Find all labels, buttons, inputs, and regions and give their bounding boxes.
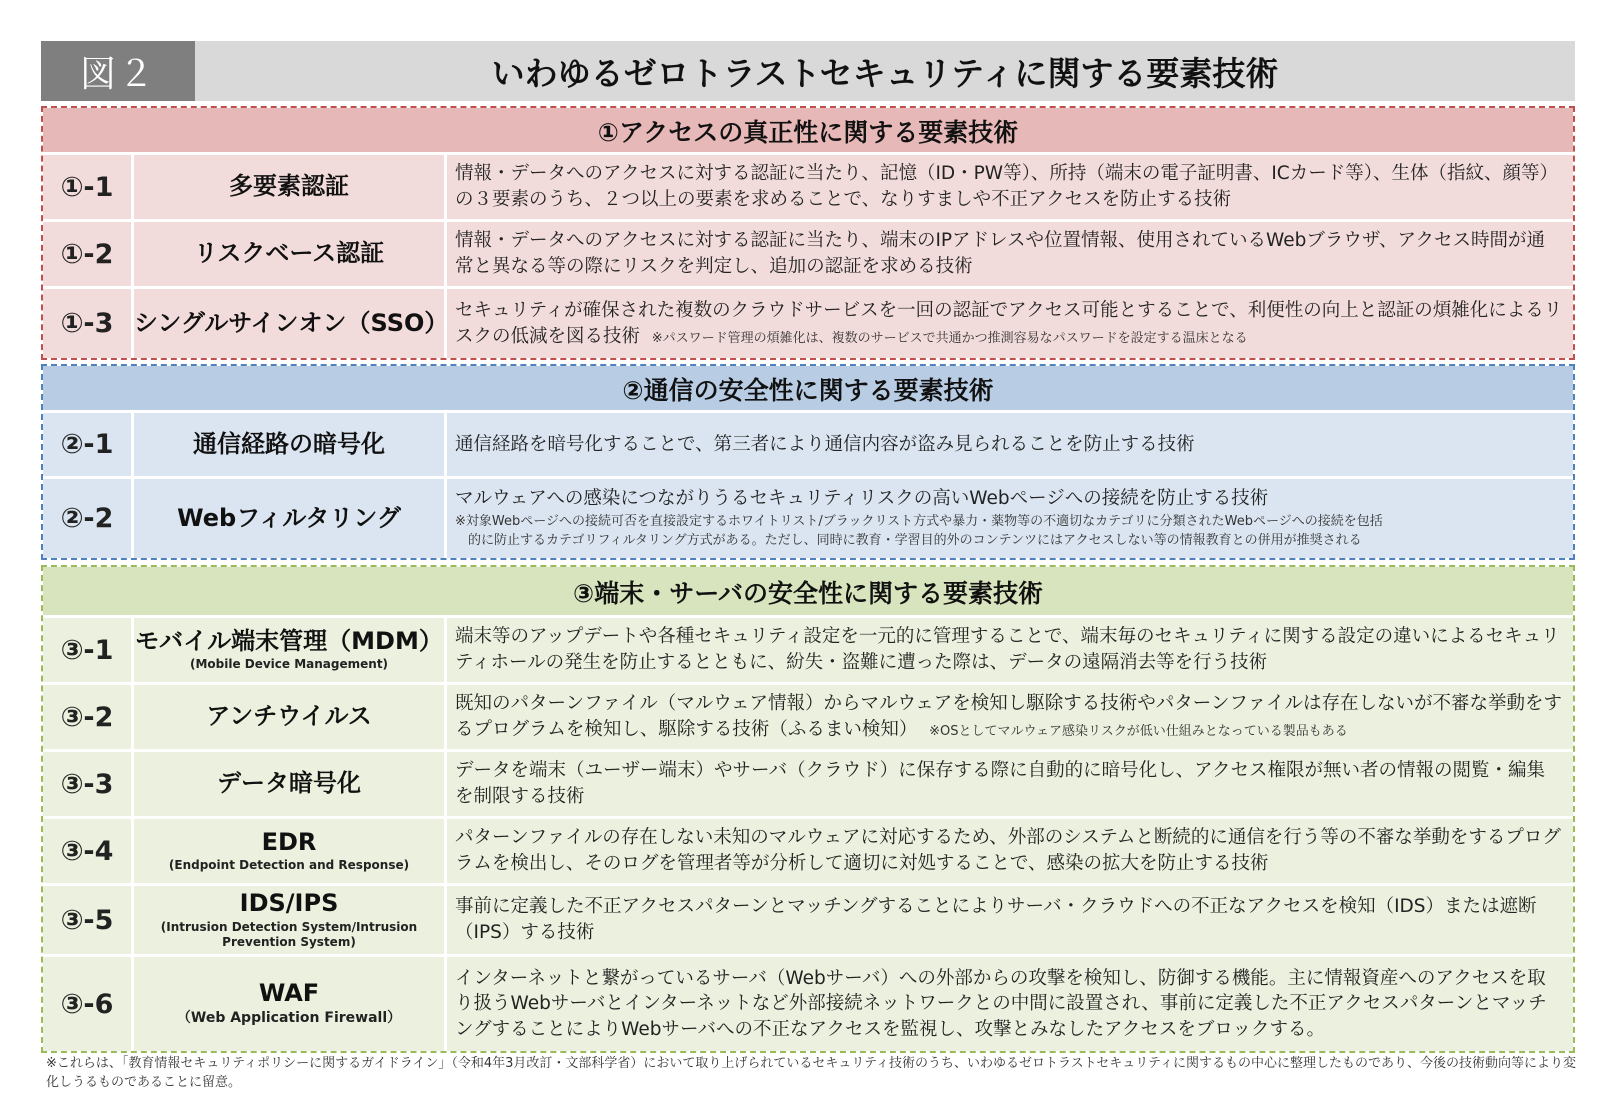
row-name-cell: [134, 289, 447, 358]
row-name: EDR: [261, 827, 317, 856]
figure-header: [41, 41, 1575, 101]
table-row: [43, 410, 1573, 476]
row-description-block: [455, 298, 1563, 349]
section-device-server-safety: [41, 565, 1575, 1053]
row-number: ③-2: [43, 685, 134, 749]
row-number: ①-2: [43, 222, 134, 286]
row-description-cell: [455, 289, 1563, 358]
row-description-cell: [455, 819, 1563, 883]
row-note: ※パスワード管理の煩雑化は、複数のサービスで共通かつ推測容易なパスワードを設定する温床となる: [651, 330, 1248, 346]
table-row: [43, 152, 1573, 219]
row-description: データを端末（ユーザー端末）やサーバ（クラウド）に保存する際に自動的に暗号化し、アクセス権限が無い者の情報の閲覧・編集を制限する技術: [455, 760, 1546, 807]
row-number: ②-1: [43, 413, 134, 476]
row-name: WAF: [258, 979, 320, 1008]
row-description: セキュリティが確保された複数のクラウドサービスを一回の認証でアクセス可能とすることで、利便性の向上と認証の煩雑化によるリスクの低減を図る技術: [455, 299, 1563, 347]
row-description-cell: [455, 413, 1563, 476]
footnote: ※これらは、「教育情報セキュリティポリシーに関するガイドライン」（令和4年3月改訂・文部科学省）において取り上げられているセキュリティ技術のうち、いわゆるゼロトラストセキュリティに関するもの中心に整理したものであり、今後の技術動向等により変化しうるものであることに留意。: [46, 1056, 1576, 1090]
row-description: パターンファイルの存在しない未知のマルウェアに対応するため、外部のシステムと断続的に通信を行う等の不審な挙動をするプログラムを検出し、そのログを管理者等が分析して適切に対処することで、感染の拡大を防止する技術: [455, 827, 1561, 874]
section-title: ①アクセスの真正性に関する要素技術: [43, 108, 1573, 154]
table-row: [43, 476, 1573, 558]
row-subname: （Web Application Firewall）: [176, 1010, 402, 1027]
row-name: IDS/IPS: [239, 889, 339, 918]
row-description-block: [455, 691, 1563, 742]
row-name-cell: [134, 819, 447, 883]
row-number: ③-1: [43, 618, 134, 682]
row-description-cell: [455, 155, 1563, 219]
row-subname: (Mobile Device Management): [189, 657, 389, 672]
row-name: アンチウイルス: [206, 702, 372, 731]
row-description: マルウェアへの感染につながりうるセキュリティリスクの高いWebページへの接続を防止する技術: [455, 488, 1269, 510]
row-description: 通信経路を暗号化することで、第三者により通信内容が盗み見られることを防止する技術: [455, 433, 1195, 455]
row-number: ③-4: [43, 819, 134, 883]
row-description-cell: [455, 222, 1563, 286]
row-subname: (Endpoint Detection and Response): [168, 858, 410, 873]
table-row: [43, 286, 1573, 358]
table-row: [43, 219, 1573, 286]
row-number: ③-3: [43, 752, 134, 816]
row-name-cell: [134, 155, 447, 219]
table-row: [43, 615, 1573, 682]
row-name-cell: [134, 479, 447, 558]
row-name: 多要素認証: [229, 172, 349, 201]
row-number: ②-2: [43, 479, 134, 558]
row-name: Webフィルタリング: [177, 503, 401, 532]
row-name: リスクベース認証: [193, 239, 385, 268]
row-name: モバイル端末管理（MDM）: [135, 626, 443, 655]
row-description: インターネットと繋がっているサーバ（Webサーバ）への外部からの攻撃を検知し、防御する機能。主に情報資産へのアクセスを取り扱うWebサーバとインターネットなど外部接続ネットワークとの中間に設置され、事前に定義した不正アクセスパターンとマッチングすることによりWebサーバへの不正なアクセスを監視し、攻撃とみなしたアクセスをブロックする。: [455, 967, 1547, 1040]
row-number: ①-1: [43, 155, 134, 219]
table-row: [43, 816, 1573, 883]
row-name-cell: [134, 685, 447, 749]
row-name-cell: [134, 957, 447, 1051]
row-description-cell: [455, 479, 1563, 558]
section-title: ②通信の安全性に関する要素技術: [43, 366, 1573, 412]
row-description: 端末等のアップデートや各種セキュリティ設定を一元的に管理することで、端末毎のセキュリティに関する設定の違いによるセキュリティホールの発生を防止するとともに、紛失・盗難に遭った際は、データの遠隔消去等を行う技術: [455, 626, 1560, 673]
row-name-cell: [134, 752, 447, 816]
row-number: ③-6: [43, 957, 134, 1051]
row-name-cell: [134, 222, 447, 286]
row-number: ③-5: [43, 886, 134, 954]
row-description-cell: [455, 957, 1563, 1051]
row-name-cell: [134, 886, 447, 954]
table-row: [43, 749, 1573, 816]
row-note-line: 的に防止するカテゴリフィルタリング方式がある。ただし、同時に教育・学習目的外のコンテンツにはアクセスしない等の情報教育との併用が推奨される: [455, 533, 1362, 549]
table-row: [43, 954, 1573, 1051]
row-subname: (Intrusion Detection System/Intrusion Prevention System): [160, 919, 418, 949]
section-access-authenticity: [41, 106, 1575, 360]
row-description: 情報・データへのアクセスに対する認証に当たり、端末のIPアドレスや位置情報、使用されているWebブラウザ、アクセス時間が通常と異なる等の際にリスクを判定し、追加の認証を求める技術: [455, 230, 1545, 277]
row-name: シングルサインオン（SSO）: [134, 308, 449, 337]
row-name: 通信経路の暗号化: [193, 429, 385, 458]
row-name-cell: [134, 618, 447, 682]
row-description: 事前に定義した不正アクセスパターンとマッチングすることによりサーバ・クラウドへの不正なアクセスを検知（IDS）または遮断（IPS）する技術: [455, 896, 1537, 943]
table-row: [43, 883, 1573, 954]
row-description-cell: [455, 752, 1563, 816]
table-row: [43, 682, 1573, 749]
row-description: 既知のパターンファイル（マルウェア情報）からマルウェアを検知し駆除する技術やパターンファイルは存在しないが不審な挙動をするプログラムを検知し、駆除する技術（ふるまい検知）: [455, 693, 1563, 740]
row-description-cell: [455, 886, 1563, 954]
figure-label: 図２: [41, 41, 195, 101]
row-note-line: ※対象Webページへの接続可否を直接設定するホワイトリスト/ブラックリスト方式や暴力・薬物等の不適切なカテゴリに分類されたWebページへの接続を包括: [455, 513, 1383, 529]
row-note: ※OSとしてマルウェア感染リスクが低い仕組みとなっている製品もある: [929, 724, 1348, 739]
row-description-cell: [455, 685, 1563, 749]
section-title: ③端末・サーバの安全性に関する要素技術: [43, 567, 1573, 617]
figure-title: いわゆるゼロトラストセキュリティに関する要素技術: [491, 53, 1279, 93]
row-description: 情報・データへのアクセスに対する認証に当たり、記憶（ID・PW等）、所持（端末の電子証明書、ICカード等）、生体（指紋、顔等）の３要素のうち、２つ以上の要素を求めることで、なりすましや不正アクセスを防止する技術: [455, 163, 1558, 210]
section-communication-safety: [41, 364, 1575, 560]
row-name: データ暗号化: [217, 769, 361, 798]
row-description-cell: [455, 618, 1563, 682]
row-name-cell: [134, 413, 447, 476]
row-number: ①-3: [43, 289, 134, 358]
